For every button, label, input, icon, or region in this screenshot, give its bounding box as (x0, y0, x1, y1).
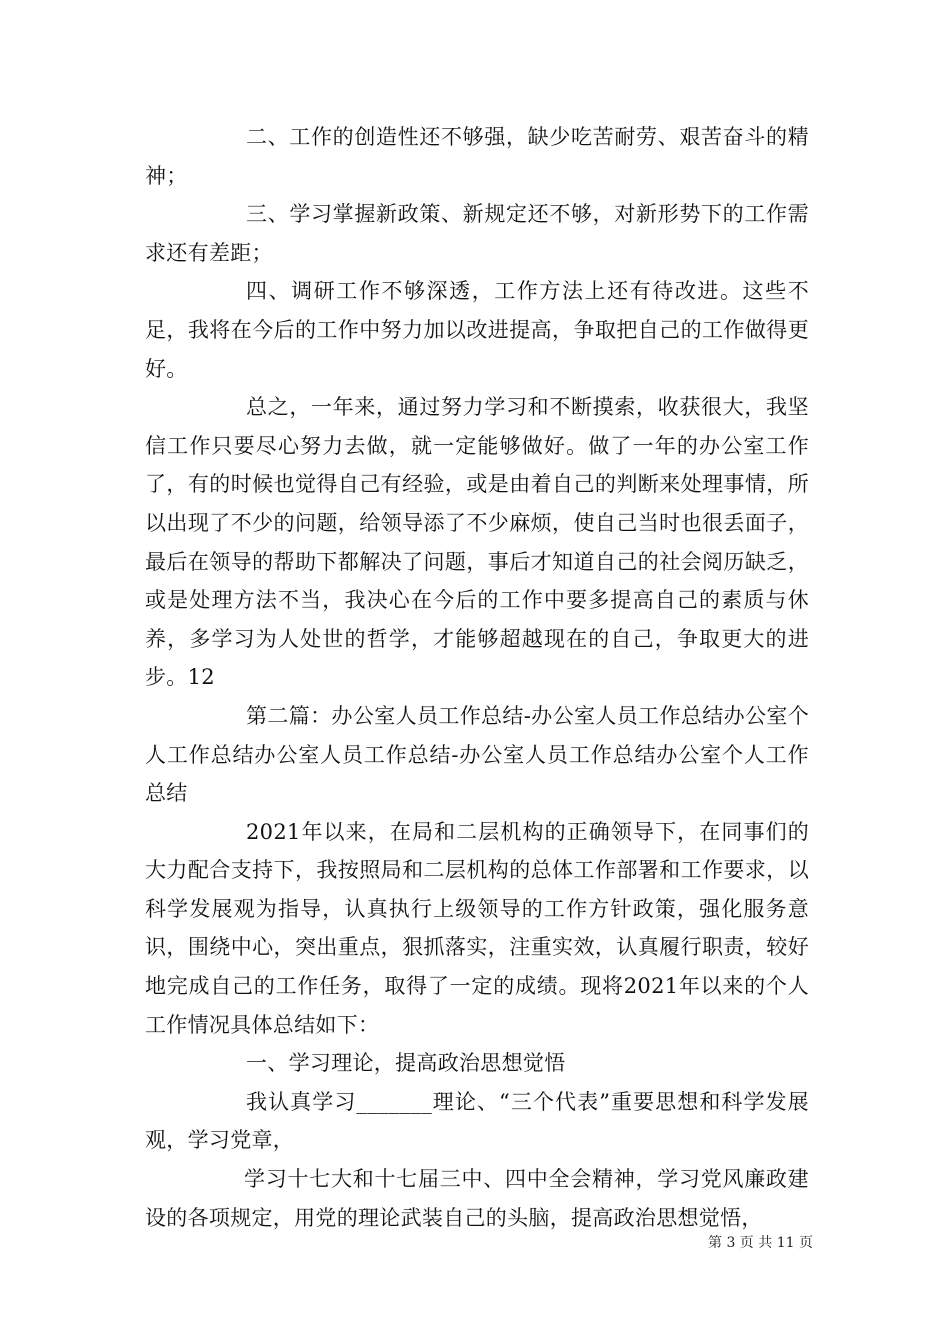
paragraph-point-four: 四、调研工作不够深透，工作方法上还有待改进。这些不足，我将在今后的工作中努力加以改进提高，争取把自己的工作做得更好。 (145, 279, 809, 381)
page-number-footer: 第 3 页 共 11 页 (708, 1235, 813, 1251)
paragraph-introduction: 2021年以来，在局和二层机构的正确领导下，在同事们的大力配合支持下，我按照局和二层机构的总体工作部署和工作要求，以科学发展观为指导，认真执行上级领导的工作方针政策，强化服务意识，围绕中心，突出重点，狠抓落实，注重实效，认真履行职责，较好地完成自己的工作任务，取得了一定的成绩。现将2021年以来的个人工作情况具体总结如下： (145, 819, 809, 1037)
paragraph-study-congress: 学习十七大和十七届三中、四中全会精神，学习党风廉政建设的各项规定，用党的理论武装自己的头脑，提高政治思想觉悟， (145, 1167, 809, 1230)
subheading-study-theory: 一、学习理论，提高政治思想觉悟 (246, 1051, 566, 1076)
document-body (145, 118, 809, 1237)
paragraph-point-three: 三、学习掌握新政策、新规定还不够，对新形势下的工作需求还有差距； (145, 202, 809, 265)
section-heading-part-two: 第二篇：办公室人员工作总结-办公室人员工作总结办公室个人工作总结办公室人员工作总结-办公室人员工作总结办公室个人工作总结 (145, 703, 809, 806)
paragraph-conclusion: 总之，一年来，通过努力学习和不断摸索，收获很大，我坚信工作只要尽心努力去做，就一定能够做好。做了一年的办公室工作了，有的时候也觉得自己有经验，或是由着自己的判断来处理事情，所以出现了不少的问题，给领导添了不少麻烦，使自己当时也很丢面子，最后在领导的帮助下都解决了问题，事后才知道自己的社会阅历缺乏，或是处理方法不当，我决心在今后的工作中要多提高自己的素质与休养，多学习为人处世的哲学，才能够超越现在的自己，争取更大的进步。12 (145, 395, 809, 690)
paragraph-point-two: 二、工作的创造性还不够强，缺少吃苦耐劳、艰苦奋斗的精神； (145, 125, 809, 188)
paragraph-study-theory: 我认真学习_______理论、“三个代表”重要思想和科学发展观，学习党章， (145, 1089, 809, 1153)
